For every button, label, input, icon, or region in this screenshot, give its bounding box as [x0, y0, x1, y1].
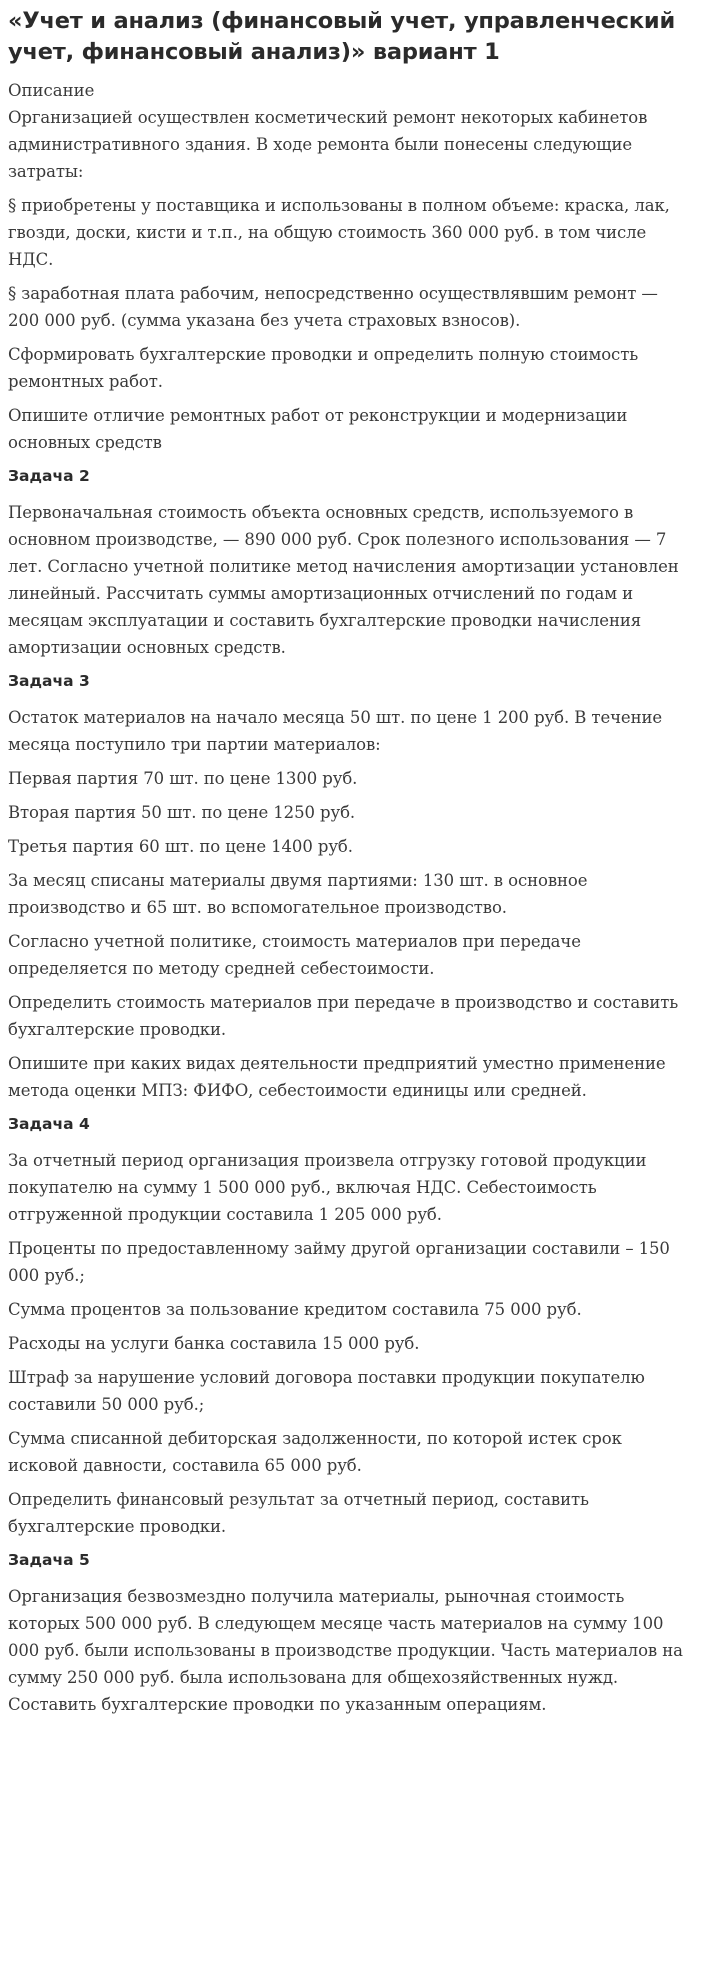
task-2-section — [8, 463, 691, 661]
task-paragraph: Штраф за нарушение условий договора поставки продукции покупателю составили 50 000 руб.; — [8, 1368, 645, 1414]
task-paragraph: Вторая партия 50 шт. по цене 1250 руб. — [8, 803, 356, 822]
task-heading: Задача 3 — [8, 672, 90, 690]
task-paragraph: Согласно учетной политике, стоимость материалов при передаче определяется по методу средней себестоимости. — [8, 932, 581, 978]
intro-paragraph: § приобретены у поставщика и использованы в полном объеме: краска, лак, гвозди, доски, кисти и т.п., на общую стоимость 360 000 руб. в том числе НДС. — [8, 196, 670, 269]
task-5-section — [8, 1547, 691, 1718]
description-section — [8, 78, 691, 456]
task-3-section — [8, 668, 691, 1104]
task-paragraph: Сумма списанной дебиторская задолженности, по которой истек срок исковой давности, составила 65 000 руб. — [8, 1429, 622, 1475]
intro-paragraph: Опишите отличие ремонтных работ от реконструкции и модернизации основных средств — [8, 406, 628, 452]
task-paragraph: Третья партия 60 шт. по цене 1400 руб. — [8, 837, 353, 856]
task-paragraph: Организация безвозмездно получила материалы, рыночная стоимость которых 500 000 руб. В следующем месяце часть материалов на сумму 100 000 руб. были использованы в производстве продукции. Часть материалов на сумму 250 000 руб. была использована для общехозяйственных нужд. Составить бухгалтерские проводки по указанным операциям. — [8, 1587, 683, 1714]
intro-paragraph: § заработная плата рабочим, непосредственно осуществлявшим ремонт — 200 000 руб. (сумма указана без учета страховых взносов). — [8, 284, 658, 330]
task-paragraph: За месяц списаны материалы двумя партиями: 130 шт. в основное производство и 65 шт. во вспомогательное производство. — [8, 871, 588, 917]
intro-paragraph: Организацией осуществлен косметический ремонт некоторых кабинетов административного здания. В ходе ремонта были понесены следующие затраты: — [8, 108, 648, 181]
task-paragraph: Опишите при каких видах деятельности предприятий уместно применение метода оценки МПЗ: ФИФО, себестоимости единицы или средней. — [8, 1054, 666, 1100]
task-heading: Задача 5 — [8, 1551, 90, 1569]
task-4-section — [8, 1111, 691, 1540]
task-paragraph: Остаток материалов на начало месяца 50 шт. по цене 1 200 руб. В течение месяца поступило три партии материалов: — [8, 708, 663, 754]
task-paragraph: Проценты по предоставленному займу другой организации составили – 150 000 руб.; — [8, 1239, 670, 1285]
page-title: «Учет и анализ (финансовый учет, управленческий учет, финансовый анализ)» вариант 1 — [8, 8, 676, 65]
intro-paragraph: Сформировать бухгалтерские проводки и определить полную стоимость ремонтных работ. — [8, 345, 639, 391]
task-paragraph: Определить стоимость материалов при передаче в производство и составить бухгалтерские проводки. — [8, 993, 679, 1039]
task-paragraph: Расходы на услуги банка составила 15 000 руб. — [8, 1334, 420, 1353]
task-paragraph: Первая партия 70 шт. по цене 1300 руб. — [8, 769, 358, 788]
task-paragraph: Первоначальная стоимость объекта основных средств, используемого в основном производстве, — 890 000 руб. Срок полезного использования — 7 лет. Согласно учетной политике метод начисления амортизации установлен линейный. Рассчитать суммы амортизационных отчислений по годам и месяцам эксплуатации и составить бухгалтерские проводки начисления амортизации основных средств. — [8, 503, 679, 657]
task-heading: Задача 4 — [8, 1115, 90, 1133]
task-paragraph: Сумма процентов за пользование кредитом составила 75 000 руб. — [8, 1300, 582, 1319]
description-label: Описание — [8, 81, 95, 100]
task-heading: Задача 2 — [8, 467, 90, 485]
task-paragraph: Определить финансовый результат за отчетный период, составить бухгалтерские проводки. — [8, 1490, 589, 1536]
task-paragraph: За отчетный период организация произвела отгрузку готовой продукции покупателю на сумму 1 500 000 руб., включая НДС. Себестоимость отгруженной продукции составила 1 205 000 руб. — [8, 1151, 647, 1224]
